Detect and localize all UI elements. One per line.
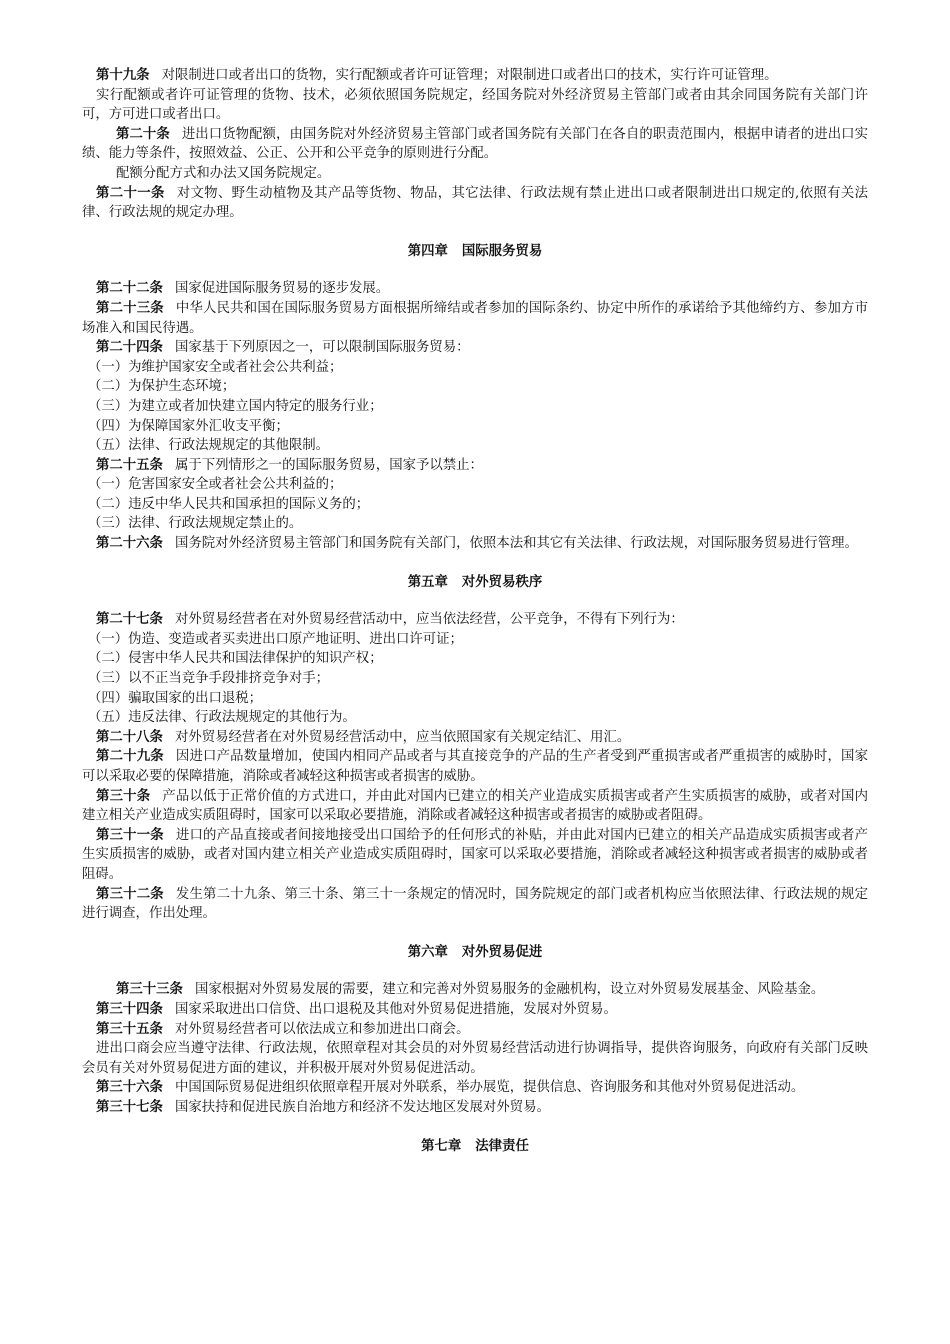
article-number: 第二十条	[116, 126, 170, 142]
paragraph-text: 因进口产品数量增加，使国内相同产品或者与其直接竞争的产品的生产者受到严重损害或者严重损害的威胁时，国家可以采取必要的保障措施，消除或者减轻这种损害或者损害的威胁。	[82, 749, 868, 784]
article-paragraph	[82, 184, 868, 223]
article-number: 第二十七条	[96, 612, 163, 628]
article-paragraph	[82, 747, 868, 786]
paragraph-text: 进出口商会应当遵守法律、行政法规，依照章程对其会员的对外贸易经营活动进行协调指导，提供咨询服务，向政府有关部门反映会员有关对外贸易促进方面的建议，并积极开展对外贸易促进活动。	[82, 1041, 868, 1076]
paragraph-text: （一）伪造、变造或者买卖进出口原产地证明、进出口许可证；	[88, 631, 463, 647]
paragraph-text: （四）为保障国家外汇收支平衡；	[88, 418, 289, 434]
article-number: 第三十一条	[96, 827, 164, 843]
article-paragraph	[82, 534, 868, 554]
paragraph-text: （四）骗取国家的出口退税；	[88, 690, 263, 706]
article-number: 第三十条	[96, 788, 151, 804]
paragraph-text: 产品以低于正常价值的方式进口，并由此对国内已建立的相关产业造成实质损害或者产生实质损害的威胁，或者对国内建立相关产业造成实质阻碍时，国家可以采取必要措施，消除或者减轻这种损害或者损害的威胁或者阻碍。	[82, 788, 869, 824]
article-paragraph	[82, 66, 868, 86]
list-item	[82, 708, 868, 728]
article-number: 第三十三条	[116, 982, 183, 998]
article-paragraph	[82, 279, 868, 299]
paragraph-text: 对外贸易经营者在对外贸易经营活动中，应当依照国家有关规定结汇、用汇。	[174, 729, 631, 745]
article-paragraph	[82, 299, 868, 338]
paragraph-text: （五）法律、行政法规规定的其他限制。	[88, 438, 330, 454]
paragraph-text: 国家根据对外贸易发展的需要，建立和完善对外贸易服务的金融机构，设立对外贸易发展基金、风险基金。	[194, 982, 825, 998]
article-paragraph	[82, 456, 868, 476]
article-number: 第二十二条	[96, 281, 163, 297]
chapter-heading	[82, 1137, 868, 1157]
article-paragraph	[82, 610, 868, 630]
article-number: 第三十四条	[96, 1001, 163, 1017]
paragraph	[82, 86, 868, 125]
paragraph-text: 中国国际贸易促进组织依照章程开展对外联系，举办展览，提供信息、咨询服务和其他对外贸易促进活动。	[174, 1080, 805, 1096]
paragraph-text: 对外贸易经营者在对外贸易经营活动中，应当依法经营，公平竞争，不得有下列行为：	[174, 612, 684, 628]
paragraph-text: 国家促进国际服务贸易的逐步发展。	[174, 281, 390, 297]
paragraph-text: 属于下列情形之一的国际服务贸易，国家予以禁止：	[174, 457, 483, 473]
chapter-number: 第四章	[407, 243, 448, 259]
paragraph-text: 进出口货物配额，由国务院对外经济贸易主管部门或者国务院有关部门在各自的职责范围内，根据申请者的进出口实绩、能力等条件，按照效益、公正、公开和公平竞争的原则进行分配。	[82, 126, 869, 162]
article-paragraph	[82, 338, 868, 358]
article-number: 第二十五条	[96, 457, 163, 473]
list-item	[82, 689, 868, 709]
paragraph-text: 对文物、野生动植物及其产品等货物、物品，其它法律、行政法规有禁止进出口或者限制进出口规定的,依照有关法律、行政法规的规定办理。	[82, 185, 868, 221]
paragraph-text: （二）为保护生态环境；	[88, 379, 236, 395]
article-number: 第二十八条	[96, 729, 163, 745]
article-number: 第十九条	[96, 68, 150, 83]
paragraph-text: 国家采取进出口信贷、出口退税及其他对外贸易促进措施，发展对外贸易。	[174, 1001, 617, 1017]
article-paragraph	[82, 1020, 868, 1040]
paragraph-text: （一）为维护国家安全或者社会公共利益；	[88, 359, 343, 375]
list-item	[82, 397, 868, 417]
article-paragraph	[82, 1098, 868, 1118]
article-paragraph	[82, 728, 868, 748]
article-number: 第二十九条	[96, 749, 164, 765]
article-paragraph	[82, 885, 868, 924]
list-item	[82, 417, 868, 437]
paragraph-text: 国家扶持和促进民族自治地方和经济不发达地区发展对外贸易。	[174, 1099, 550, 1115]
article-paragraph	[82, 980, 868, 1000]
article-number: 第二十四条	[96, 340, 163, 356]
list-item	[82, 630, 868, 650]
paragraph-text: 国务院对外经济贸易主管部门和国务院有关部门，依照本法和其它有关法律、行政法规，对国际服务贸易进行管理。	[174, 536, 858, 552]
paragraph-text: 发生第二十九条、第三十条、第三十一条规定的情况时，国务院规定的部门或者机构应当依照法律、行政法规的规定进行调查，作出处理。	[82, 886, 868, 922]
article-paragraph	[82, 826, 868, 885]
paragraph-text: 实行配额或者许可证管理的货物、技术，必须依照国务院规定，经国务院对外经济贸易主管部门或者由其余同国务院有关部门许可，方可进口或者出口。	[82, 87, 868, 123]
list-item	[82, 436, 868, 456]
paragraph	[82, 164, 868, 184]
paragraph-text: （一）危害国家安全或者社会公共利益的；	[88, 477, 343, 493]
article-paragraph	[82, 125, 868, 164]
list-item	[82, 514, 868, 534]
paragraph-text: （二）违反中华人民共和国承担的国际义务的；	[88, 496, 370, 512]
list-item	[82, 495, 868, 515]
paragraph-text: （三）法律、行政法规规定禁止的。	[88, 516, 303, 532]
paragraph-text: （三）以不正当竞争手段排挤竞争对手；	[88, 671, 330, 687]
document-page	[82, 66, 868, 1174]
paragraph-text: 进口的产品直接或者间接地接受出口国给予的任何形式的补贴，并由此对国内已建立的相关产品造成实质损害或者产生实质损害的威胁，或者对国内建立相关产业造成实质阻碍时，国家可以采取必要措施，消除或者减轻这种损害或者损害的威胁或者阻碍。	[82, 827, 868, 882]
chapter-heading	[82, 943, 868, 963]
paragraph	[82, 1039, 868, 1078]
paragraph-text: 国家基于下列原因之一，可以限制国际服务贸易：	[174, 340, 470, 356]
chapter-title: 对外贸易秩序	[461, 574, 543, 590]
chapter-number: 第六章	[407, 944, 448, 960]
list-item	[82, 649, 868, 669]
article-number: 第三十六条	[96, 1080, 163, 1096]
paragraph-text: （二）侵害中华人民共和国法律保护的知识产权；	[88, 651, 383, 667]
chapter-heading	[82, 573, 868, 593]
article-paragraph	[82, 1000, 868, 1020]
article-paragraph	[82, 787, 868, 826]
chapter-title: 对外贸易促进	[461, 944, 543, 960]
paragraph-text: （五）违反法律、行政法规规定的其他行为。	[88, 710, 356, 726]
article-number: 第三十五条	[96, 1021, 163, 1037]
chapter-title: 国际服务贸易	[461, 243, 543, 259]
chapter-title: 法律责任	[475, 1138, 529, 1154]
article-number: 第二十一条	[96, 185, 165, 201]
list-item	[82, 358, 868, 378]
paragraph-text: 配额分配方式和办法又国务院规定。	[116, 165, 331, 181]
article-number: 第二十六条	[96, 536, 163, 552]
chapter-heading	[82, 242, 868, 262]
list-item	[82, 377, 868, 397]
list-item	[82, 475, 868, 495]
chapter-number: 第五章	[407, 574, 448, 590]
paragraph-text: 中华人民共和国在国际服务贸易方面根据所缔结或者参加的国际条约、协定中所作的承诺给予其他缔约方、参加方市场准入和国民待遇。	[82, 300, 868, 336]
paragraph-text: （三）为建立或者加快建立国内特定的服务行业；	[88, 398, 383, 414]
paragraph-text: 对限制进口或者出口的货物，实行配额或者许可证管理；对限制进口或者出口的技术，实行许可证管理。	[161, 68, 778, 83]
article-paragraph	[82, 1078, 868, 1098]
list-item	[82, 669, 868, 689]
chapter-number: 第七章	[421, 1138, 462, 1154]
paragraph-text: 对外贸易经营者可以依法成立和参加进出口商会。	[174, 1021, 470, 1037]
article-number: 第二十三条	[96, 300, 164, 316]
article-number: 第三十二条	[96, 886, 164, 902]
article-number: 第三十七条	[96, 1099, 163, 1115]
